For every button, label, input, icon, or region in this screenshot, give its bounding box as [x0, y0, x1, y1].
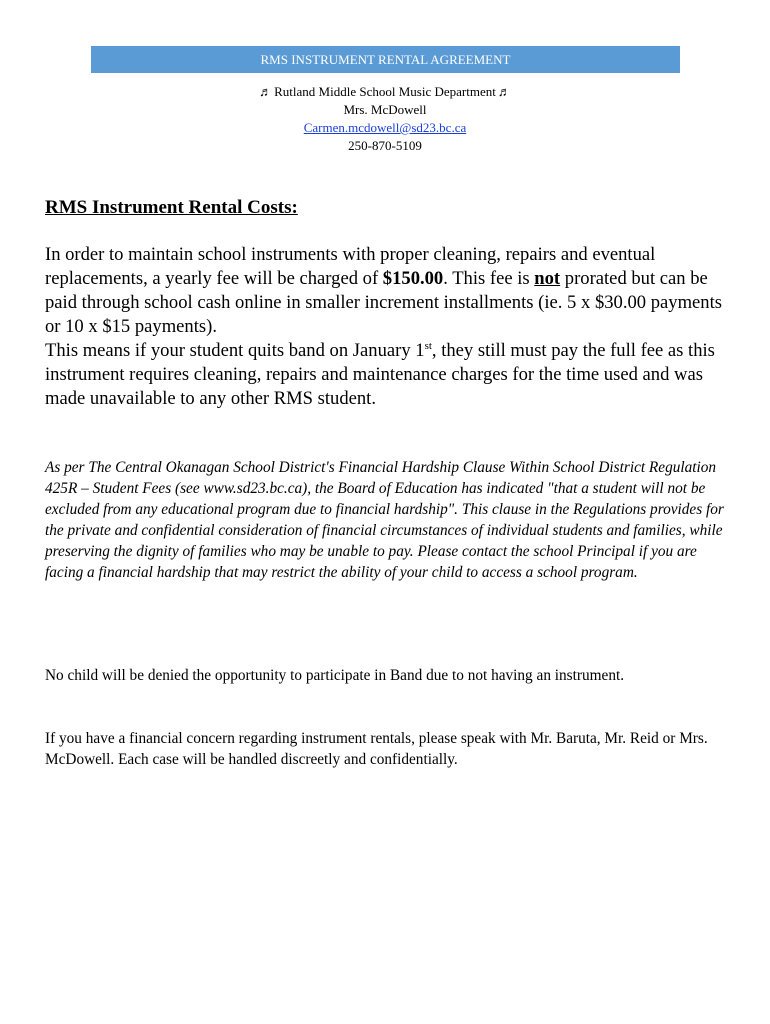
- contact-header: [0, 83, 770, 155]
- fee-amount: $150.00: [382, 268, 444, 289]
- hardship-clause: As per The Central Okanagan School District's Financial Hardship Clause Within School District Regulation 425R – Student Fees (see www.sd23.bc.ca), the Board of Education has indicated "that a student will not be excluded from any educational program due to financial hardship". This clause in the Regulations provides for the private and confidential consideration of financial circumstances of individual students and families, while preserving the dignity of families who may be unable to pay. Please contact the school Principal if you are facing a financial hardship that may restrict the ability of your child to access a school program.: [45, 459, 724, 581]
- department-line: [0, 83, 770, 101]
- music-note-icon: ♬: [259, 84, 273, 99]
- title-banner: [91, 46, 680, 73]
- para1-text-c: prorated but can be paid through school cash online in smaller increment installments (ie. 5 x $30.00 payments or 10 x $15 payments).: [45, 268, 722, 337]
- para1-text-b: . This fee is: [443, 268, 535, 289]
- financial-concern-notice: If you have a financial concern regarding instrument rentals, please speak with Mr. Baruta, Mr. Reid or Mrs. McDowell. Each case will be handled discreetly and confidentially.: [45, 730, 708, 768]
- para2-text-a: This means if your student quits band on January 1: [45, 340, 425, 361]
- not-emphasis: not: [534, 268, 561, 289]
- phone-number: 250-870-5109: [348, 138, 422, 153]
- email-link[interactable]: Carmen.mcdowell@sd23.bc.ca: [303, 120, 467, 135]
- para2-text-b: , they still must pay the full fee as this instrument requires cleaning, repairs and maintenance charges for the time used and was made unavailable to any other RMS student.: [45, 340, 715, 409]
- section-heading: RMS Instrument Rental Costs:: [45, 197, 298, 218]
- ordinal-suffix: st: [424, 339, 432, 352]
- no-child-denied-notice: No child will be denied the opportunity to participate in Band due to not having an instrument.: [45, 667, 625, 684]
- banner-title: RMS INSTRUMENT RENTAL AGREEMENT: [260, 52, 511, 67]
- music-note-icon: ♬: [497, 84, 511, 99]
- rental-cost-paragraph: [45, 243, 735, 411]
- para1-text-a: In order to maintain school instruments with proper cleaning, repairs and eventual replacements, a yearly fee will be charged of: [45, 244, 656, 289]
- teacher-name: Mrs. McDowell: [343, 102, 427, 117]
- department-name: Rutland Middle School Music Department: [274, 84, 496, 99]
